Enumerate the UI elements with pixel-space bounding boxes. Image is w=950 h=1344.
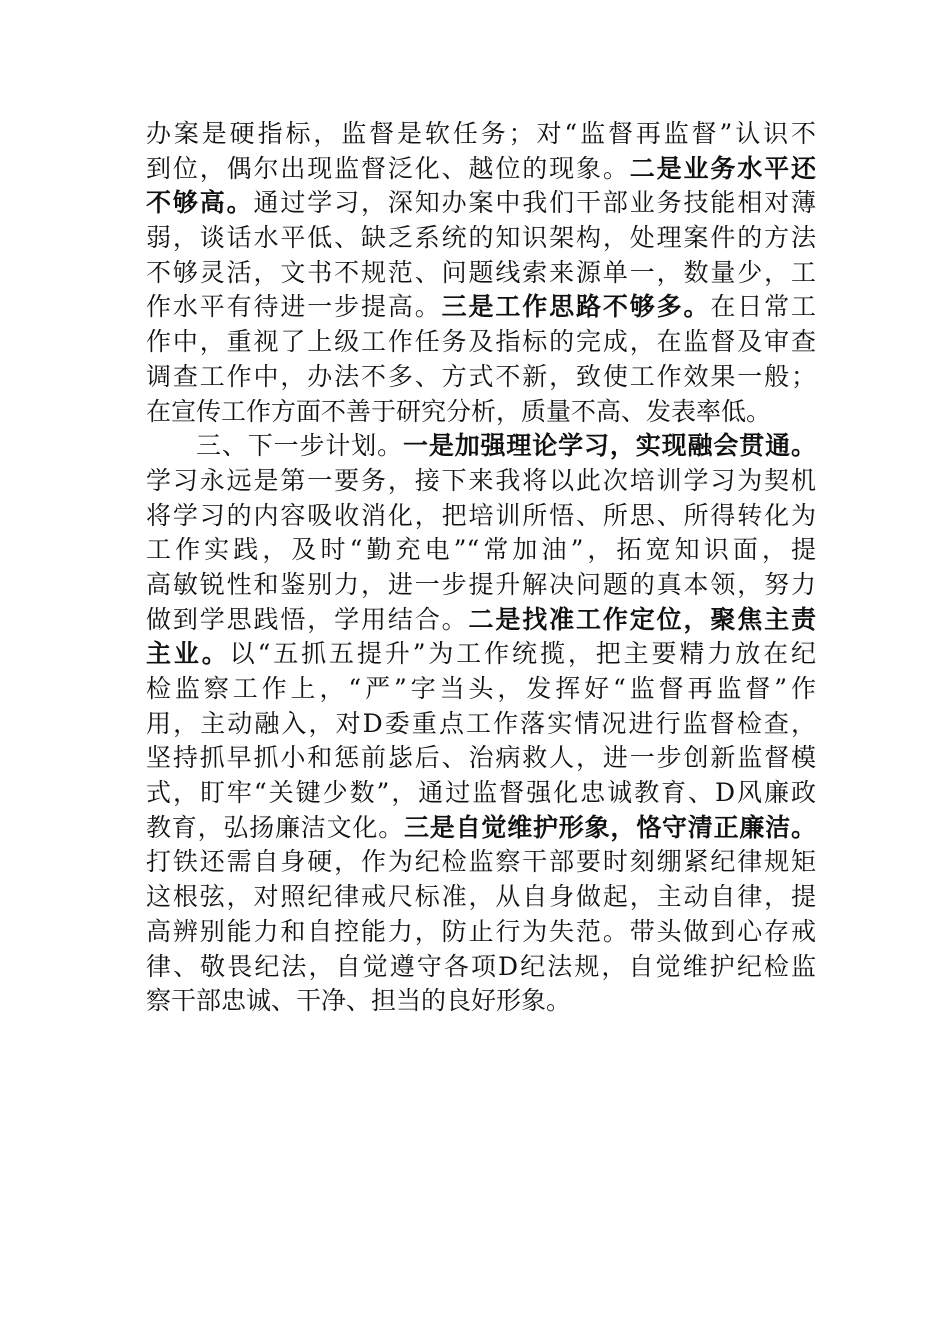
text-segment: 这根弦，对照纪律戒尺标准，从自身做起，主动自律，提 <box>146 882 816 912</box>
text-line <box>146 499 816 534</box>
bold-text-segment: 二是业务水平还 <box>629 153 816 183</box>
text-line <box>146 984 816 1019</box>
text-line <box>146 776 816 811</box>
text-segment: 用，主动融入，对D委重点工作落实情况进行监督检查， <box>146 708 816 738</box>
text-segment: 三、下一步计划。 <box>196 431 403 461</box>
text-segment: 工作实践，及时“勤充电”“常加油”，拓宽知识面，提 <box>146 535 816 565</box>
text-segment: 作中，重视了上级工作任务及指标的完成，在监督及审查 <box>146 327 816 357</box>
text-line <box>146 117 816 152</box>
bold-text-segment: 二是找准工作定位，聚焦主责 <box>468 604 816 634</box>
text-line <box>146 533 816 568</box>
text-line <box>146 880 816 915</box>
text-segment: 坚持抓早抓小和惩前毖后、治病救人，进一步创新监督模 <box>146 743 816 773</box>
text-segment: 作水平有待进一步提高。 <box>146 292 442 322</box>
text-line <box>146 603 816 638</box>
text-line <box>146 950 816 985</box>
text-segment: 做到学思践悟，学用结合。 <box>146 604 469 634</box>
text-segment: 教育，弘扬廉洁文化。 <box>146 812 404 842</box>
text-segment: 察干部忠诚、干净、担当的良好形象。 <box>146 986 572 1016</box>
bold-text-segment: 不够高。 <box>146 188 254 218</box>
text-line <box>146 152 816 187</box>
text-segment: 以“五抓五提升”为工作统揽，把主要精力放在纪 <box>229 639 816 669</box>
text-line <box>146 707 816 742</box>
text-segment: 在日常工 <box>710 292 816 322</box>
text-segment: 打铁还需自身硬，作为纪检监察干部要时刻绷紧纪律规矩 <box>146 847 816 877</box>
text-line <box>146 325 816 360</box>
bold-text-segment: 一是加强理论学习，实现融会贯通。 <box>402 431 816 461</box>
text-segment: 不够灵活，文书不规范、问题线索来源单一，数量少，工 <box>146 257 816 287</box>
text-line <box>146 568 816 603</box>
text-line <box>146 429 816 464</box>
text-segment: 办案是硬指标，监督是软任务；对“监督再监督”认识不 <box>146 119 816 148</box>
text-line <box>146 186 816 221</box>
text-line <box>146 915 816 950</box>
text-line <box>146 221 816 256</box>
bold-text-segment: 三是自觉维护形象，恪守清正廉洁。 <box>404 812 816 842</box>
text-segment: 式，盯牢“关键少数”，通过监督强化忠诚教育、D风廉政 <box>146 778 816 808</box>
text-segment: 律、敬畏纪法，自觉遵守各项D纪法规，自觉维护纪检监 <box>146 951 816 981</box>
bold-text-segment: 三是工作思路不够多。 <box>441 292 711 322</box>
text-line <box>146 256 816 291</box>
text-segment: 学习永远是第一要务，接下来我将以此次培训学习为契机 <box>146 465 816 495</box>
text-segment: 调查工作中，办法不多、方式不新，致使工作效果一般； <box>146 361 816 391</box>
text-line <box>146 464 816 499</box>
text-segment: 高辨别能力和自控能力，防止行为失范。带头做到心存戒 <box>146 916 816 946</box>
body-text <box>146 117 816 1019</box>
text-segment: 在宣传工作方面不善于研究分析，质量不高、发表率低。 <box>146 396 772 426</box>
text-line <box>146 637 816 672</box>
bold-text-segment: 主业。 <box>146 639 230 669</box>
text-segment: 高敏锐性和鉴别力，进一步提升解决问题的真本领，努力 <box>146 569 816 599</box>
text-line <box>146 845 816 880</box>
text-segment: 通过学习，深知办案中我们干部业务技能相对薄 <box>253 188 816 218</box>
text-segment: 弱，谈话水平低、缺乏系统的知识架构，处理案件的方法 <box>146 223 816 253</box>
text-line <box>146 741 816 776</box>
text-line <box>146 290 816 325</box>
text-line <box>146 811 816 846</box>
text-segment: 将学习的内容吸收消化，把培训所悟、所思、所得转化为 <box>146 500 816 530</box>
text-line <box>146 360 816 395</box>
text-segment: 到位，偶尔出现监督泛化、越位的现象。 <box>146 153 630 183</box>
text-line <box>146 395 816 430</box>
text-segment: 检监察工作上，“严”字当头，发挥好“监督再监督”作 <box>146 674 816 703</box>
text-line <box>146 672 816 707</box>
